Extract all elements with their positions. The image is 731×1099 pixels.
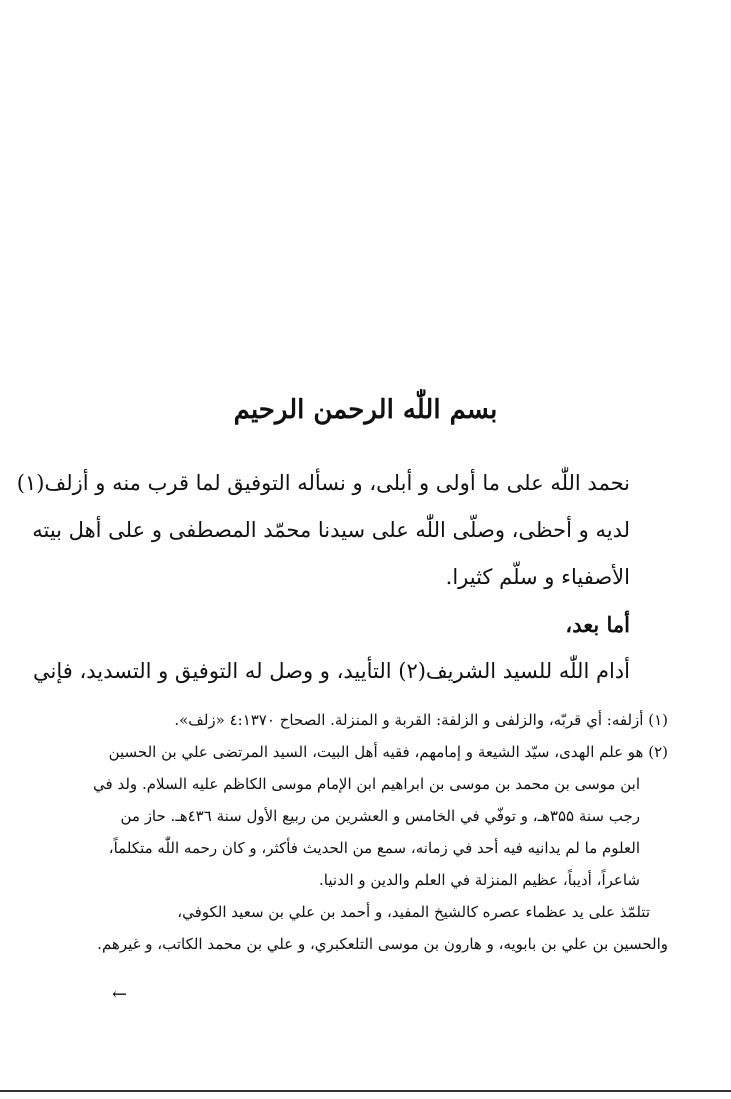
footnotes — [93, 704, 668, 960]
footnote-2-line: العلوم ما لم يدانيه فيه أحد في زمانه، سمع من الحديث فأكثر، و كان رحمه اللّٰه متكلماً، — [108, 839, 640, 857]
body-line: لديه و أحظى، وصلّى اللّٰه على سيدنا محمّد المصطفى و على أهل بيته — [32, 518, 630, 542]
footnote-2: (۲) هو علم الهدى، سيّد الشيعة و إمامهم، فقيه أهل البيت، السيد المرتضى علي بن الحسين — [108, 743, 668, 761]
body-line-ama-baad: أما بعد، — [565, 612, 630, 637]
body-line: أدام اللّٰه للسيد الشريف(۲) التأييد، و وصل له التوفيق و التسديد، فإني — [33, 659, 630, 683]
continuation-arrow-icon: ← — [112, 984, 128, 1005]
main-text — [16, 460, 630, 695]
page-bottom-rule — [0, 1090, 731, 1092]
footnote-2-line: رجب سنة ۳۵۵هـ، و توفّي في الخامس و العشرين من ربيع الأول سنة ٤۳٦هـ. حاز من — [120, 807, 640, 825]
body-line: نحمد اللّٰه على ما أولى و أبلى، و نسأله التوفيق لما قرب منه و أزلف(۱) — [16, 471, 630, 495]
footnote-2-line: ابن موسى بن محمد بن موسى بن ابراهيم ابن الإمام موسى الكاظم عليه السلام. ولد في — [93, 775, 640, 793]
footnote-1: (۱) أزلفه: أي قربّه، والزلفى و الزلفة: القربة و المنزلة. الصحاح ٤:۱۳۷۰ «زلف». — [174, 711, 668, 729]
basmala-heading: بسم اللّٰه الرحمن الرحيم — [233, 395, 498, 425]
footnote-2-line: شاعراً، أديباً، عظيم المنزلة في العلم والدين و الدنيا. — [318, 871, 640, 889]
footnote-2-line: تتلمّذ على يد عظماء عصره كالشيخ المفيد، و أحمد بن علي بن سعيد الكوفي، — [177, 903, 650, 921]
footnote-2-line: والحسين بن علي بن بابويه، و هارون بن موسى التلعكبري، و علي بن محمد الكاتب، و غيرهم. — [97, 935, 668, 953]
body-line: الأصفياء و سلّم كثيرا. — [445, 565, 630, 589]
